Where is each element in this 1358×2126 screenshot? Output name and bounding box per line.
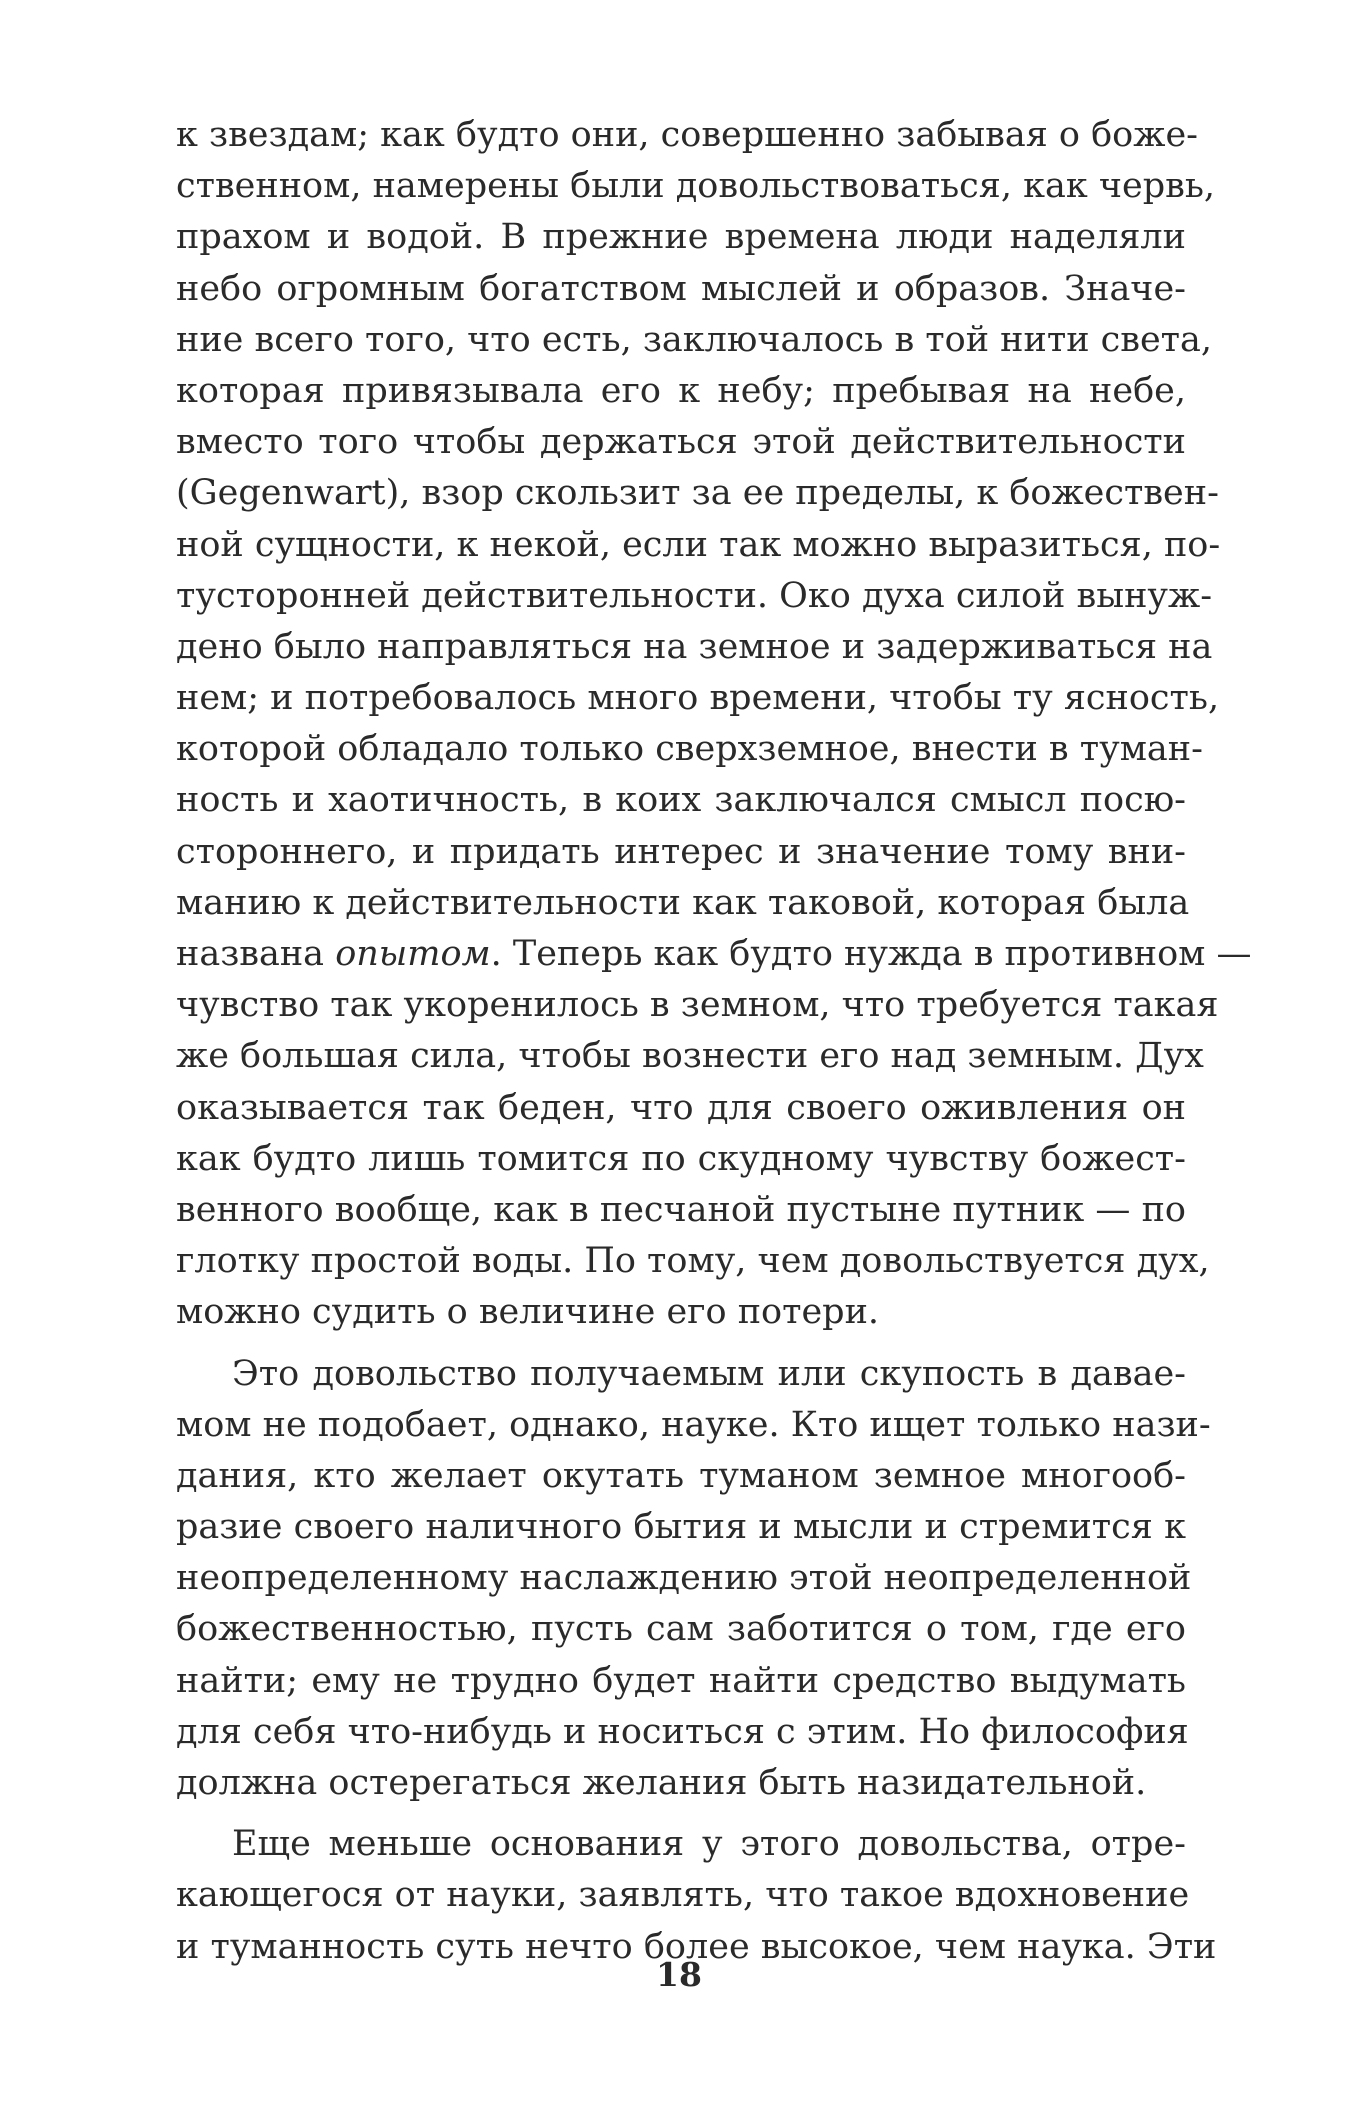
text-line: венного вообще, как в песчаной пустыне путник — по (176, 1189, 1186, 1230)
page-number: 18 (656, 1955, 702, 1994)
text-line: для себя что-нибудь и носиться с этим. Но философия (176, 1711, 1189, 1752)
text-line: (Gegenwart), взор скользит за ее пределы, к божествен- (176, 473, 1219, 514)
text-line: манию к действительности как таковой, которая была (176, 882, 1190, 923)
text-line: ние всего того, что есть, заключалось в той нити света, (176, 319, 1213, 360)
text-line: Это довольство получаемым или скупость в давае- (232, 1353, 1186, 1394)
text-line: которой обладало только сверхземное, внести в туман- (176, 729, 1203, 770)
text-line: названа опытом. Теперь как будто нужда в противном — (176, 934, 1252, 974)
text-line: ность и хаотичность, в коих заключался смысл посю- (176, 780, 1186, 821)
text-line: прахом и водой. В прежние времена люди наделяли (176, 217, 1186, 258)
text-line: ной сущности, к некой, если так можно выразиться, по- (176, 524, 1221, 565)
text-line: вместо того чтобы держаться этой действительности (176, 422, 1186, 463)
text-line: найти; ему не трудно будет найти средство выдумать (176, 1660, 1186, 1701)
text-line: неопределенному наслаждению этой неопределенной (176, 1558, 1192, 1599)
text-line: как будто лишь томится по скудному чувству божест- (176, 1138, 1186, 1179)
text-line: божественностью, пусть сам заботится о том, где его (176, 1609, 1186, 1650)
text-line: чувство так укоренилось в земном, что требуется такая (176, 985, 1219, 1026)
text-line: дено было направляться на земное и задерживаться на (176, 626, 1213, 667)
emphasis: опытом (335, 934, 491, 974)
text-line: которая привязывала его к небу; пребывая на небе, (176, 370, 1186, 411)
text-line: должна остерегаться желания быть назидательной. (176, 1763, 1147, 1803)
text-line: к звездам; как будто они, совершенно забывая о боже- (176, 115, 1198, 155)
text-line: ственном, намерены были довольствоваться, как червь, (176, 166, 1215, 207)
text-line: глотку простой воды. По тому, чем довольствуется дух, (176, 1241, 1210, 1282)
text-line: же большая сила, чтобы вознести его над земным. Дух (176, 1036, 1204, 1077)
text-line: стороннего, и придать интерес и значение тому вни- (176, 831, 1186, 872)
text-line: разие своего наличного бытия и мысли и стремится к (176, 1507, 1186, 1548)
text-line: можно судить о величине его потери. (176, 1292, 880, 1333)
text-line: мом не подобает, однако, науке. Кто ищет только нази- (176, 1404, 1211, 1445)
text-line: оказывается так беден, что для своего оживления он (176, 1087, 1186, 1128)
text-line: нем; и потребовалось много времени, чтобы ту ясность, (176, 678, 1220, 719)
body-text (176, 110, 1252, 1973)
text-line: кающегося от науки, заявлять, что такое вдохновение (176, 1875, 1190, 1916)
text-line: дания, кто желает окутать туманом земное многооб- (176, 1455, 1186, 1496)
text-line: небо огромным богатством мыслей и образов. Значе- (176, 268, 1186, 309)
text-line: Еще меньше основания у этого довольства, отре- (232, 1824, 1186, 1865)
text-line: тусторонней действительности. Око духа силой вынуж- (176, 575, 1213, 616)
text-line: и туманность суть нечто более высокое, чем наука. Эти (176, 1926, 1217, 1967)
